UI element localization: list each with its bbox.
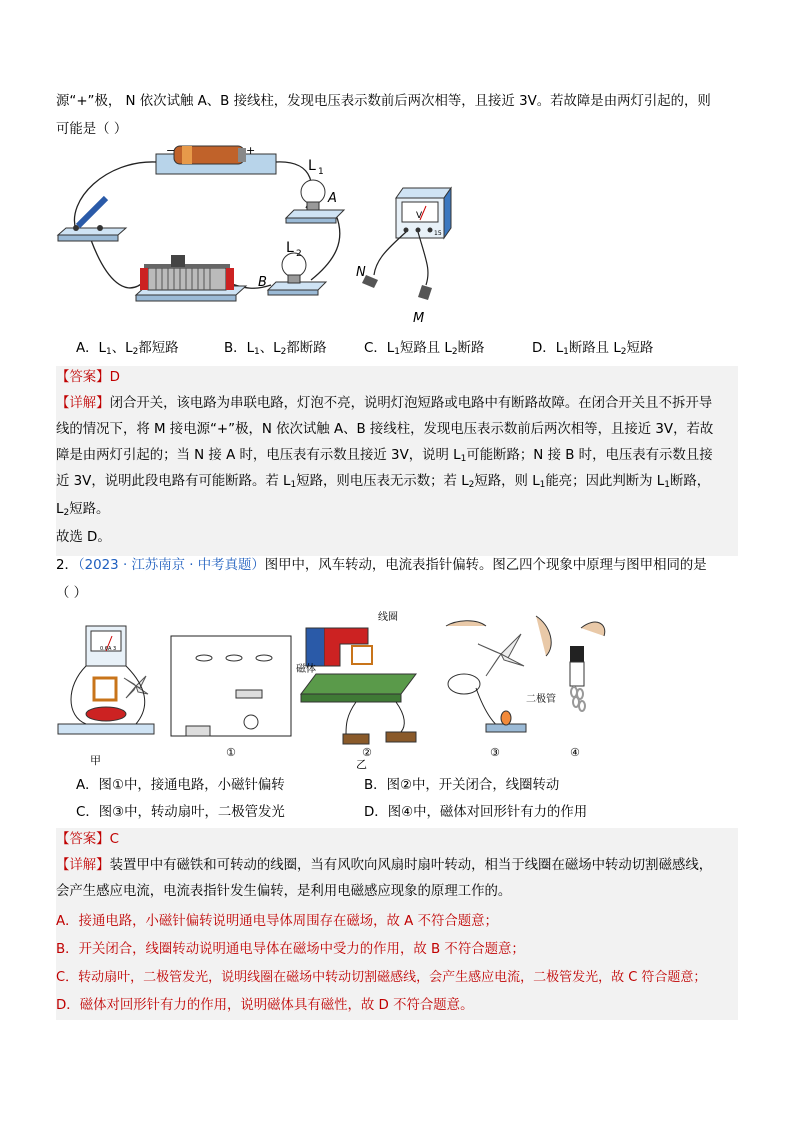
label-l2: L — [286, 240, 294, 256]
q1-detail-line3: 障是由两灯引起的；当 N 接 A 时，电压表有示数且接近 3V，说明 $L_1$可能断路；N 接 B 时，电压表有示数且接 — [56, 448, 713, 464]
q2-explain-c: C．转动扇叶，二极管发光，说明线圈在磁场中转动切割磁感线，会产生感应电流，二极管发光，故 C 符合题意； — [56, 970, 707, 985]
q1-detail-line2: 线的情况下，将 M 接电源“+”极，N 依次试触 A、B 接线柱，发现电压表示数前后两次相等，且接近 3V，若故 — [56, 422, 714, 437]
fig-jia-generator-icon — [58, 626, 154, 734]
q1-option-b[interactable]: B．$L_1$、$L_2$都断路 — [224, 341, 327, 357]
q1-stem-line2: 可能是（ ） — [56, 122, 128, 137]
label-b: B — [258, 275, 267, 290]
q2-detail-line2: 会产生感应电流，电流表指针发生偏转，是利用电磁感应现象的原理工作的。 — [56, 884, 512, 899]
q1-detail-line1: 【详解】闭合开关，该电路为串联电路，灯泡不亮，说明灯泡短路或电路中有断路故障。在闭合开关且不拆开导 — [56, 396, 713, 411]
label-coil: 线圈 — [378, 612, 398, 623]
fig4-magnet-clips-icon — [570, 622, 605, 711]
label-fig2: ② — [362, 746, 372, 759]
label-jia: 甲 — [90, 754, 101, 767]
q1-circuit-figure — [56, 140, 456, 330]
label-fig3: ③ — [490, 746, 500, 759]
label-m: M — [413, 311, 425, 326]
fig3-fan-diode-icon — [446, 616, 551, 732]
q1-option-a[interactable]: A．$L_1$、$L_2$都短路 — [76, 341, 179, 357]
q2-explain-b: B．开关闭合，线圈转动说明通电导体在磁场中受力的作用，故 B 不符合题意； — [56, 942, 525, 957]
q2-option-c[interactable]: C．图③中，转动扇叶，二极管发光 — [76, 805, 285, 820]
label-l1: L — [308, 158, 316, 174]
clip-m-icon — [418, 285, 432, 300]
q1-stem-line1: 源“+”极， N 依次试触 A、B 接线柱，发现电压表示数前后两次相等，且接近 3V。若故障是由两灯引起的，则 — [56, 94, 711, 109]
q1-detail-line5: $L_2$短路。 — [56, 502, 110, 518]
q1-answer: 【答案】D — [56, 370, 120, 385]
q2-answer: 【答案】C — [56, 832, 119, 847]
jia-meter-label: 0.6A 3 — [100, 646, 117, 652]
label-fig1: ① — [226, 746, 236, 759]
rheostat-icon — [136, 255, 246, 301]
battery-plus: + — [246, 144, 256, 157]
label-a: A — [328, 191, 337, 206]
q2-option-a[interactable]: A．图①中，接通电路，小磁针偏转 — [76, 778, 285, 793]
q2-figure — [56, 606, 616, 770]
switch-icon — [58, 198, 126, 241]
fig2-motor-icon — [301, 628, 416, 744]
q2-explain-d: D．磁体对回形针有力的作用，说明磁体具有磁性，故 D 不符合题意。 — [56, 998, 474, 1013]
q1-option-c[interactable]: C．$L_1$短路且 $L_2$断路 — [364, 341, 485, 357]
fig1-oersted-icon — [171, 636, 291, 736]
label-fig4: ④ — [570, 746, 580, 759]
q1-conclusion: 故选 D。 — [56, 530, 111, 545]
q2-option-b[interactable]: B．图②中，开关闭合，线圈转动 — [364, 778, 560, 793]
q1-option-d[interactable]: D．$L_1$断路且 $L_2$短路 — [532, 341, 654, 357]
voltmeter-letter: V — [416, 211, 423, 221]
label-diode: 二极管 — [526, 694, 556, 705]
battery-minus: − — [166, 144, 176, 157]
q2-stem-line2: （ ） — [56, 586, 88, 601]
label-l1-sub: 1 — [318, 167, 324, 177]
q2-detail-line1: 【详解】装置甲中有磁铁和可转动的线圈，当有风吹向风扇时扇叶转动，相当于线圈在磁场中转动切割磁感线， — [56, 858, 713, 873]
voltmeter-icon — [396, 188, 451, 238]
q2-stem-line1: 2．（2023 · 江苏南京 · 中考真题）图甲中，风车转动，电流表指针偏转。图乙四个现象中原理与图甲相同的是 — [56, 558, 707, 573]
voltmeter-15: 15 — [434, 230, 442, 237]
q2-option-d[interactable]: D．图④中，磁体对回形针有力的作用 — [364, 805, 588, 820]
label-n: N — [356, 265, 366, 280]
label-magnet: 磁体 — [296, 664, 316, 675]
label-l2-sub: 2 — [296, 249, 302, 259]
q1-detail-line4: 近 3V，说明此段电路有可能断路。若 $L_1$短路，则电压表无示数；若 $L_2$短路，则 $L_1$能亮；因此判断为 $L_1$断路， — [56, 474, 711, 490]
label-yi: 乙 — [356, 758, 367, 770]
q2-explain-a: A．接通电路，小磁针偏转说明通电导体周围存在磁场，故 A 不符合题意； — [56, 914, 498, 929]
